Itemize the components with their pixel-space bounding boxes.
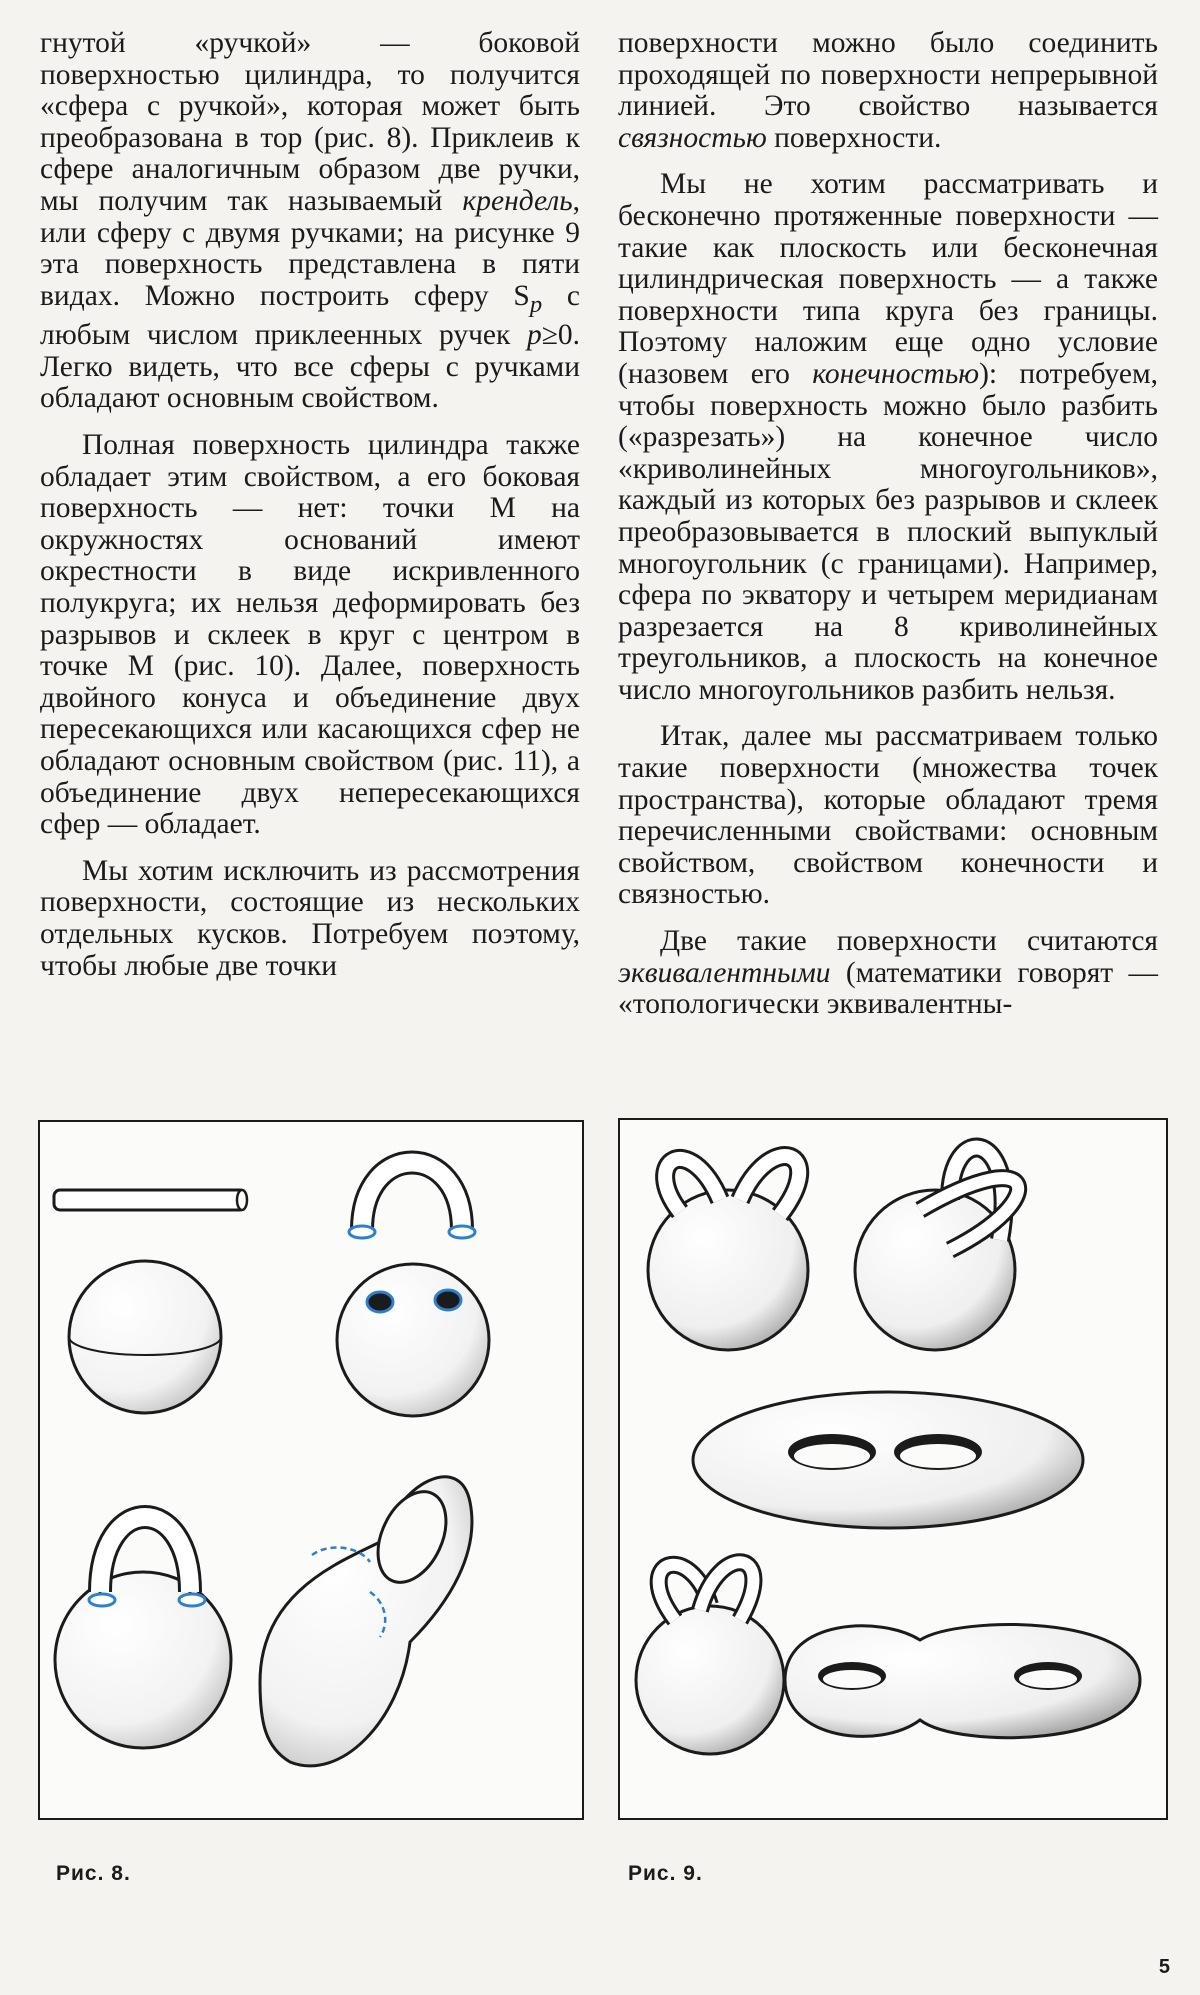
text-run: поверхности. <box>766 121 942 154</box>
text-run: ≥0. Легко видеть, что все сферы с ручками обладают основным свойством. <box>40 319 581 415</box>
term-krendel: крендель <box>462 184 573 217</box>
subscript-p: p <box>529 290 543 318</box>
torus-deformed <box>260 1477 472 1766</box>
text-column-right <box>618 28 1158 1036</box>
flat-double-torus-oval <box>693 1392 1083 1528</box>
paragraph: Мы хотим исключить из рассмотрения поверхности, состоящие из нескольких отдельных кусков. Потребуем поэтому, чтобы любые две точки <box>40 854 580 982</box>
paragraph: Полная поверхность цилиндра также обладает этим свойством, а его боковая поверхность — нет: точки M на окружностях оснований имеют окрестности в виде искривленного полукруга; их нельзя деформировать без разрывов и склеек в круг с центром в точке M (рис. 10). Далее, поверхность двойного конуса и объединение двух пересекающихся или касающихся сфер не обладают основным свойством (рис. 11), а объединение двух непересекающихся сфер — обладает. <box>40 429 580 841</box>
figure-8 <box>38 1120 584 1820</box>
sphere-with-handle <box>55 1517 231 1748</box>
sphere-two-handles-3 <box>636 1562 784 1754</box>
figure-8-illustration <box>40 1122 582 1818</box>
cylinder-rod <box>54 1190 247 1210</box>
figure-9 <box>618 1118 1168 1820</box>
text-run: гнутой «ручкой» — боковой поверхностью цилиндра, то получится «сфера с ручкой», которая может быть преобразована в тор (рис. 8). Приклеив к сфере аналогичным образом две ручки, мы получим так называемый <box>40 27 580 217</box>
text-run: с любым числом приклеенных ручек <box>40 279 580 352</box>
double-torus-peanut <box>785 1625 1140 1738</box>
sphere-two-handles-1 <box>648 1156 808 1350</box>
paragraph <box>618 169 1158 706</box>
sphere-two-handles-2 <box>855 1148 1018 1350</box>
sphere-equator <box>69 1261 221 1413</box>
sphere-two-holes <box>337 1264 489 1416</box>
page-number: 5 <box>1158 1956 1170 1978</box>
paragraph <box>618 28 1158 154</box>
figure-9-illustration <box>620 1120 1166 1818</box>
text-run: (математики говорят — «топологически эквивалентны- <box>618 956 1158 1021</box>
text-run: , или сферу с двумя ручками; на рисунке 9 эта поверхность представлена в пяти видах. Можно построить сферу S <box>40 184 581 312</box>
variable-p: p <box>526 319 542 352</box>
paragraph <box>618 926 1158 1021</box>
figure-8-caption: Рис. 8. <box>56 1862 131 1885</box>
text-run: Две такие поверхности считаются <box>660 925 1158 958</box>
text-column-left <box>40 28 580 997</box>
handle-arch <box>349 1163 475 1239</box>
text-run: ): потребуем, чтобы поверхность можно было разбить («разрезать») на конечное число «криволинейных многоугольников», каждый из которых без разрывов и склеек преобразовывается в плоский выпуклый многоугольник (с границами). Например, сфера по экватору и четырем меридианам разрезается на 8 криволинейных треугольников, а плоскость на конечное число многоугольников разбить нельзя. <box>618 357 1158 706</box>
paragraph: Итак, далее мы рассматриваем только такие поверхности (множества точек пространства), которые обладают тремя перечисленными свойствами: основным свойством, свойством конечности и связностью. <box>618 720 1158 911</box>
figure-9-caption: Рис. 9. <box>628 1862 703 1885</box>
term-finiteness: конечностью <box>812 357 980 390</box>
paragraph <box>40 28 580 415</box>
term-equivalent: эквивалентными <box>618 956 831 989</box>
term-connectivity: связностью <box>618 121 767 154</box>
text-run: поверхности можно было соединить проходящей по поверхности непрерывной линией. Это свойство называется <box>618 27 1158 123</box>
text-run: Мы не хотим рассматривать и бесконечно протяженные поверхности — такие как плоскость или бесконечная цилиндрическая поверхность — а также поверхности типа круга без границы. Поэтому наложим еще одно условие (назовем его <box>618 168 1158 390</box>
